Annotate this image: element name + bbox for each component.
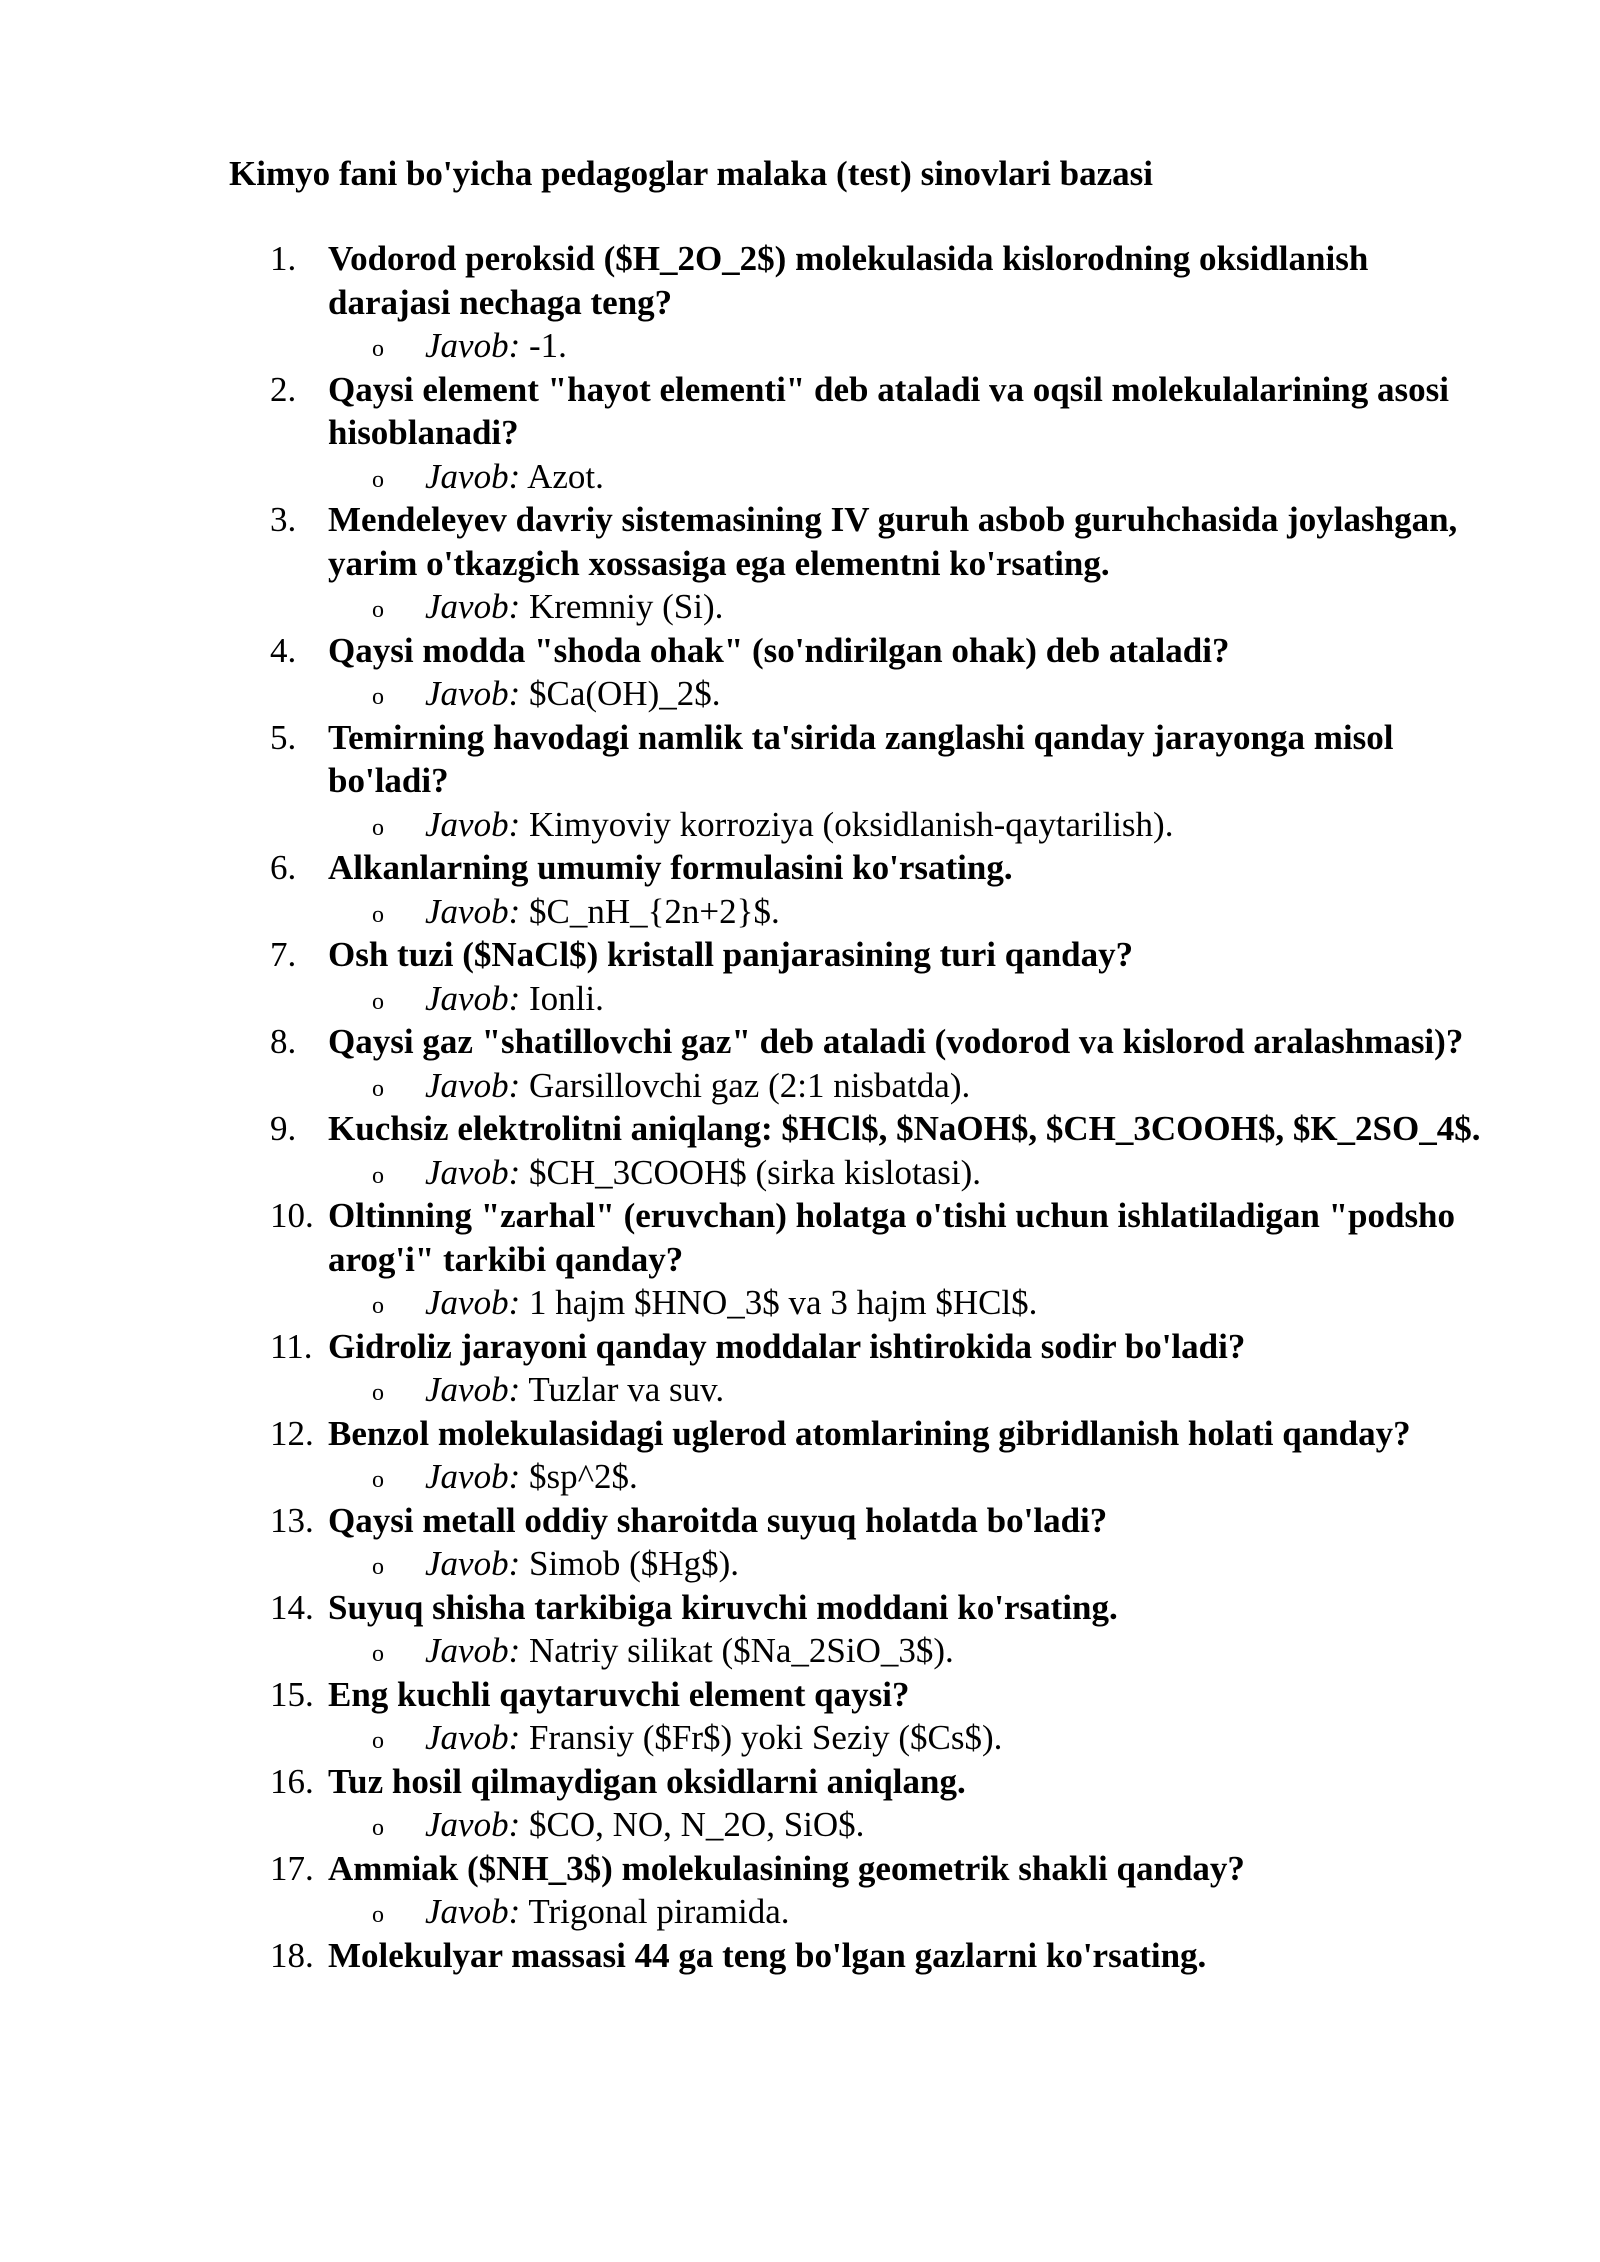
answer-text: $Ca(OH)_2$. — [528, 674, 721, 713]
question-number: 12. — [270, 1413, 314, 1453]
question-number: 1. — [270, 239, 297, 278]
question-item — [0, 1934, 1600, 1978]
answer-line — [372, 1803, 1600, 1847]
question-text: Tuz hosil qilmaydigan oksidlarni aniqlang. — [328, 1761, 966, 1801]
answer-line — [372, 1281, 1600, 1325]
answer-text: $CH_3COOH$ (sirka kislotasi). — [528, 1152, 982, 1192]
question-text: Qaysi metall oddiy sharoitda suyuq holatda bo'ladi? — [328, 1500, 1108, 1540]
question-number: 13. — [270, 1500, 314, 1540]
question-number: 7. — [270, 935, 297, 974]
answer-text: Kremniy (Si). — [528, 587, 724, 626]
answer-line — [372, 803, 1600, 847]
circle-bullet-icon: o — [372, 684, 384, 710]
circle-bullet-icon: o — [372, 1902, 384, 1928]
answer-text: Natriy silikat ($Na_2SiO_3$). — [528, 1631, 954, 1670]
circle-bullet-icon: o — [372, 1293, 384, 1319]
answer-text: 1 hajm $HNO_3$ va 3 hajm $HCl$. — [528, 1283, 1038, 1322]
question-item — [0, 237, 1600, 368]
answer-line — [372, 1629, 1600, 1673]
circle-bullet-icon: o — [372, 336, 384, 362]
answer-line — [372, 324, 1600, 368]
answer-label: Javob: — [425, 1283, 521, 1322]
question-item — [0, 629, 1600, 716]
question-item — [0, 1412, 1600, 1499]
question-number: 4. — [270, 630, 297, 670]
question-text: Temirning havodagi namlik ta'sirida zanglashi qanday jarayonga misol bo'ladi? — [328, 717, 1394, 800]
answer-label: Javob: — [425, 326, 521, 365]
question-item — [0, 933, 1600, 1020]
answer-line — [372, 1890, 1600, 1934]
answer-label: Javob: — [425, 978, 521, 1018]
question-number: 6. — [270, 848, 297, 887]
question-text: Vodorod peroksid ($H_2O_2$) molekulasida kislorodning oksidlanish darajasi nechaga teng? — [328, 239, 1369, 322]
answer-line — [372, 455, 1600, 499]
circle-bullet-icon: o — [372, 1728, 384, 1754]
answer-line — [372, 672, 1600, 716]
question-text: Benzol molekulasidagi uglerod atomlarining gibridlanish holati qanday? — [328, 1413, 1411, 1453]
circle-bullet-icon: o — [372, 1075, 384, 1102]
question-number: 16. — [270, 1761, 314, 1801]
answer-text: Kimyoviy korroziya (oksidlanish-qaytarilish). — [528, 804, 1174, 844]
question-number: 2. — [270, 369, 297, 409]
answer-text: -1. — [528, 326, 567, 365]
question-text: Suyuq shisha tarkibiga kiruvchi moddani ko'rsating. — [328, 1587, 1118, 1627]
question-item — [0, 1020, 1600, 1107]
answer-label: Javob: — [425, 674, 521, 713]
answer-label: Javob: — [425, 1892, 521, 1931]
circle-bullet-icon: o — [372, 597, 384, 623]
question-text: Mendeleyev davriy sistemasining IV guruh asbob guruhchasida joylashgan, yarim o'tkazgich xossasiga ega elementni ko'rsating. — [328, 500, 1458, 583]
answer-line — [372, 585, 1600, 629]
question-number: 8. — [270, 1022, 297, 1061]
question-list — [0, 237, 1600, 1977]
answer-text: Tuzlar va suv. — [528, 1370, 725, 1409]
circle-bullet-icon: o — [372, 466, 384, 493]
question-item — [0, 1499, 1600, 1586]
answer-label: Javob: — [425, 804, 521, 844]
answer-label: Javob: — [425, 587, 521, 626]
answer-label: Javob: — [425, 1631, 521, 1670]
answer-text: Azot. — [527, 456, 604, 496]
question-item — [0, 1325, 1600, 1412]
question-number: 15. — [270, 1674, 314, 1714]
question-text: Molekulyar massasi 44 ga teng bo'lgan gazlarni ko'rsating. — [328, 1935, 1207, 1975]
answer-label: Javob: — [425, 1152, 521, 1192]
answer-label: Javob: — [425, 1457, 521, 1496]
answer-label: Javob: — [425, 1370, 521, 1409]
answer-text: Simob ($Hg$). — [528, 1544, 739, 1583]
answer-line — [372, 977, 1600, 1021]
question-number: 3. — [270, 500, 297, 539]
answer-label: Javob: — [425, 456, 521, 496]
answer-text: $C_nH_{2n+2}$. — [528, 891, 780, 931]
answer-line — [372, 890, 1600, 934]
question-number: 11. — [270, 1326, 313, 1366]
circle-bullet-icon: o — [372, 901, 384, 928]
answer-text: Garsillovchi gaz (2:1 nisbatda). — [528, 1065, 971, 1105]
circle-bullet-icon: o — [372, 1162, 384, 1189]
document-title: Kimyo fani bo'yicha pedagoglar malaka (test) sinovlari bazasi — [229, 154, 1153, 193]
answer-line — [372, 1064, 1600, 1108]
circle-bullet-icon: o — [372, 1815, 384, 1841]
question-item — [0, 498, 1600, 629]
answer-label: Javob: — [425, 1718, 521, 1757]
question-number: 14. — [270, 1587, 314, 1627]
answer-label: Javob: — [425, 1065, 521, 1105]
question-text: Qaysi element "hayot elementi" deb ataladi va oqsil molekulalarining asosi hisoblanadi? — [328, 369, 1449, 452]
question-item — [0, 368, 1600, 499]
question-text: Qaysi modda "shoda ohak" (so'ndirilgan ohak) deb ataladi? — [328, 630, 1230, 670]
answer-line — [372, 1368, 1600, 1412]
answer-line — [372, 1455, 1600, 1499]
circle-bullet-icon: o — [372, 1641, 384, 1667]
circle-bullet-icon: o — [372, 1380, 384, 1406]
question-number: 18. — [270, 1935, 314, 1975]
question-item — [0, 1847, 1600, 1934]
answer-text: Fransiy ($Fr$) yoki Seziy ($Cs$). — [528, 1718, 1003, 1757]
question-item — [0, 1586, 1600, 1673]
question-item — [0, 1760, 1600, 1847]
circle-bullet-icon: o — [372, 1554, 384, 1580]
answer-label: Javob: — [425, 1805, 521, 1844]
question-text: Osh tuzi ($NaCl$) kristall panjarasining turi qanday? — [328, 935, 1134, 974]
question-text: Ammiak ($NH_3$) molekulasining geometrik shakli qanday? — [328, 1848, 1245, 1888]
question-text: Oltinning "zarhal" (eruvchan) holatga o'tishi uchun ishlatiladigan "podsho arog'i" tarkibi qanday? — [328, 1196, 1456, 1279]
answer-line — [372, 1716, 1600, 1760]
circle-bullet-icon: o — [372, 988, 384, 1015]
question-text: Alkanlarning umumiy formulasini ko'rsating. — [328, 848, 1013, 887]
answer-text: Trigonal piramida. — [528, 1892, 790, 1931]
question-text: Gidroliz jarayoni qanday moddalar ishtirokida sodir bo'ladi? — [328, 1326, 1246, 1366]
answer-line — [372, 1542, 1600, 1586]
circle-bullet-icon: o — [372, 1467, 384, 1493]
question-text: Eng kuchli qaytaruvchi element qaysi? — [328, 1674, 910, 1714]
answer-text: $CO, NO, N_2O, SiO$. — [528, 1805, 865, 1844]
question-text: Kuchsiz elektrolitni aniqlang: $HCl$, $NaOH$, $CH_3COOH$, $K_2SO_4$. — [328, 1109, 1481, 1148]
question-number: 9. — [270, 1109, 297, 1148]
answer-text: $sp^2$. — [528, 1457, 638, 1496]
question-item — [0, 846, 1600, 933]
question-item — [0, 1107, 1600, 1194]
answer-text: Ionli. — [528, 978, 604, 1018]
answer-label: Javob: — [425, 1544, 521, 1583]
question-number: 17. — [270, 1848, 314, 1888]
answer-line — [372, 1151, 1600, 1195]
circle-bullet-icon: o — [372, 814, 384, 841]
question-item — [0, 1673, 1600, 1760]
question-number: 10. — [270, 1196, 314, 1235]
question-text: Qaysi gaz "shatillovchi gaz" deb ataladi (vodorod va kislorod aralashmasi)? — [328, 1022, 1464, 1061]
question-number: 5. — [270, 717, 297, 757]
question-item — [0, 716, 1600, 847]
question-item — [0, 1194, 1600, 1325]
answer-label: Javob: — [425, 891, 521, 931]
